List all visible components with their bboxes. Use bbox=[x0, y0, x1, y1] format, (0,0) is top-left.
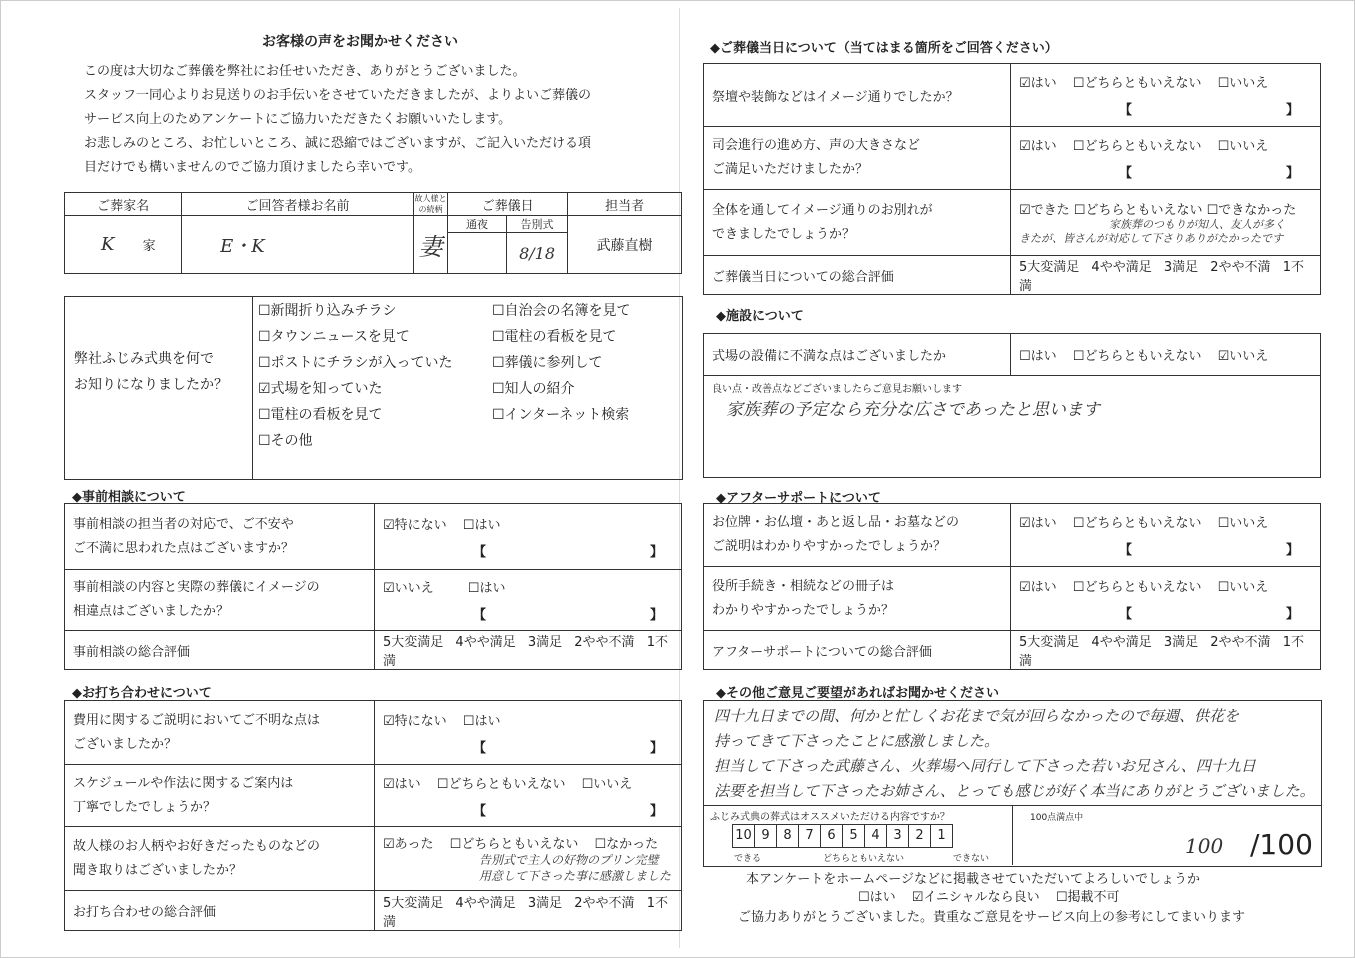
option[interactable]: ☑できた bbox=[1019, 203, 1070, 218]
relation-value: 妻 bbox=[418, 233, 443, 261]
other-comment bbox=[714, 704, 1314, 804]
option[interactable]: ☐なかった bbox=[594, 837, 659, 852]
family-suffix: 家 bbox=[142, 239, 156, 254]
bracket-open: 【 bbox=[1119, 166, 1133, 181]
q-line: わかりやすかったでしょうか？ bbox=[712, 602, 895, 618]
family-value: K bbox=[101, 234, 115, 255]
bracket-close: 】 bbox=[649, 803, 663, 819]
option[interactable]: ☐どちらともいえない bbox=[436, 776, 566, 792]
option[interactable]: ☑特にない bbox=[383, 517, 447, 533]
q-line: ご満足いただけましたか？ bbox=[712, 162, 869, 177]
scale-9[interactable]: 9 bbox=[754, 824, 777, 848]
after-a1 bbox=[1011, 504, 1321, 567]
pre-a1 bbox=[375, 504, 682, 570]
after-table bbox=[703, 503, 1321, 670]
meeting-q4: お打ち合わせの総合評価 bbox=[65, 891, 375, 931]
name-value: E・K bbox=[220, 235, 265, 257]
family-cell bbox=[65, 216, 182, 274]
comment-line: 持ってきて下さったことに感激しました。 bbox=[714, 732, 1000, 750]
after-q2 bbox=[704, 567, 1011, 631]
option[interactable]: ☐どちらともいえない bbox=[449, 837, 579, 852]
facility-comment: 家族葬の予定なら充分な広さであったと思います bbox=[726, 400, 1100, 420]
bracket-close: 】 bbox=[649, 544, 663, 560]
option[interactable]: ☐どちらともいえない bbox=[1072, 139, 1202, 154]
option[interactable]: ☑イニシャルなら良い bbox=[911, 890, 1040, 905]
bracket-open: 【 bbox=[1119, 543, 1133, 558]
how-known-divider bbox=[252, 296, 253, 480]
q-line: 故人様のお人柄やお好きだったものなどの bbox=[73, 838, 321, 854]
option[interactable]: ☑あった bbox=[383, 837, 434, 852]
bracket bbox=[473, 800, 663, 819]
recommend-scale bbox=[732, 824, 952, 848]
rating-4[interactable]: 4やや満足 bbox=[455, 635, 516, 650]
checkbox-internet[interactable]: ☐インターネット検索 bbox=[492, 407, 630, 423]
scale-3[interactable]: 3 bbox=[886, 824, 909, 848]
q-line: 丁寧でしたでしょうか？ bbox=[73, 799, 217, 815]
bracket-close: 】 bbox=[1285, 166, 1299, 181]
option[interactable]: ☑特にない bbox=[383, 713, 447, 729]
day-q4: ご葬儀当日についての総合評価 bbox=[704, 256, 1011, 295]
pre-rating bbox=[375, 631, 682, 670]
bracket bbox=[1119, 539, 1299, 558]
checkbox-association[interactable]: ☐自治会の名簿を見て bbox=[492, 303, 631, 319]
day-a2 bbox=[1011, 127, 1321, 190]
option[interactable]: ☑はい bbox=[1019, 139, 1057, 154]
checkbox-town-news[interactable]: ☐タウンニュースを見て bbox=[258, 329, 410, 345]
rating-4[interactable]: 4やや満足 bbox=[455, 895, 516, 911]
scale-1[interactable]: 1 bbox=[930, 824, 953, 848]
bracket-open: 【 bbox=[473, 803, 487, 819]
header-staff: 担当者 bbox=[568, 193, 682, 216]
section-facility: ◆施設について bbox=[716, 309, 804, 324]
bracket-close: 】 bbox=[1285, 543, 1299, 558]
rating-2[interactable]: 2やや不満 bbox=[1210, 260, 1271, 275]
pre-table bbox=[64, 503, 682, 670]
scale-10[interactable]: 10 bbox=[732, 824, 755, 848]
meeting-rating bbox=[375, 891, 682, 931]
day-a3 bbox=[1011, 190, 1321, 256]
bracket-open: 【 bbox=[473, 740, 487, 756]
option[interactable]: ☐はい bbox=[1019, 349, 1057, 364]
scale-4[interactable]: 4 bbox=[864, 824, 887, 848]
q-line: ご説明はわかりやすかったでしょうか？ bbox=[712, 539, 947, 554]
facility-a1 bbox=[1011, 334, 1321, 376]
option[interactable]: ☑はい bbox=[1019, 76, 1057, 91]
rating-5[interactable]: 5大変満足 bbox=[383, 895, 444, 911]
intro-line: 目だけでも構いませんのでご協力頂けましたら幸いです。 bbox=[84, 160, 421, 175]
bracket-open: 【 bbox=[1119, 606, 1133, 622]
section-meeting: ◆お打ち合わせについて bbox=[72, 686, 212, 701]
rating-3[interactable]: 3満足 bbox=[527, 895, 563, 911]
q-line: 司会進行の進め方、声の大きさなど bbox=[712, 138, 921, 153]
header-tsuya: 通夜 bbox=[448, 216, 507, 233]
option[interactable]: ☑はい bbox=[1019, 516, 1057, 531]
scale-5[interactable]: 5 bbox=[842, 824, 865, 848]
option[interactable]: ☑いいえ bbox=[1217, 349, 1269, 364]
relation-cell bbox=[413, 216, 447, 274]
info-table bbox=[64, 192, 682, 274]
rating-1[interactable]: 1不満 bbox=[383, 635, 668, 669]
after-q3: アフターサポートについての総合評価 bbox=[704, 631, 1011, 670]
pre-q3: 事前相談の総合評価 bbox=[65, 631, 375, 670]
score-max: /100 bbox=[1250, 828, 1313, 861]
meeting-a1 bbox=[375, 701, 682, 765]
rating-5[interactable]: 5大変満足 bbox=[1019, 260, 1080, 275]
meeting-q3 bbox=[65, 827, 375, 891]
tsuya-value bbox=[448, 233, 507, 274]
score-divider bbox=[1012, 805, 1013, 865]
scale-8[interactable]: 8 bbox=[776, 824, 799, 848]
kokubetsu-value: 8/18 bbox=[506, 233, 567, 274]
bracket-open: 【 bbox=[473, 608, 487, 623]
publish-options bbox=[858, 886, 1131, 905]
facility-comment-cell bbox=[704, 376, 1321, 478]
checkbox-other[interactable]: ☐その他 bbox=[258, 433, 313, 449]
after-rating bbox=[1011, 631, 1321, 670]
rating-4[interactable]: 4やや満足 bbox=[1091, 635, 1152, 650]
option[interactable]: ☐いいえ bbox=[581, 776, 633, 792]
bracket-close: 】 bbox=[649, 740, 663, 756]
option[interactable]: ☐はい bbox=[462, 517, 501, 533]
scale-high: できない bbox=[953, 854, 990, 864]
option[interactable]: ☐どちらともいえない bbox=[1072, 76, 1202, 91]
checkbox-referral[interactable]: ☐知人の紹介 bbox=[492, 381, 575, 397]
bracket-close: 】 bbox=[1285, 103, 1299, 118]
scale-mid: どちらともいえない bbox=[823, 854, 905, 864]
header-kokubetsu: 告別式 bbox=[506, 216, 567, 233]
comment-line: 用意して下さった事に感激しました bbox=[479, 869, 672, 883]
rating-3[interactable]: 3満足 bbox=[1163, 260, 1199, 275]
q-line: スケジュールや作法に関するご案内は bbox=[73, 775, 294, 791]
section-after: ◆アフターサポートについて bbox=[716, 491, 881, 506]
checkbox-pole-sign[interactable]: ☐電柱の看板を見て bbox=[258, 407, 383, 423]
rating-5[interactable]: 5大変満足 bbox=[1019, 635, 1080, 650]
how-known-question-line: お知りになりましたか？ bbox=[74, 377, 228, 393]
staff-value: 武藤直樹 bbox=[568, 216, 682, 274]
option[interactable]: ☐はい bbox=[858, 890, 896, 905]
bracket bbox=[473, 604, 663, 623]
q-line: お位牌・お仏壇・あと返し品・お墓などの bbox=[712, 515, 960, 530]
survey-title: お客様の声をお聞かせください bbox=[262, 34, 458, 50]
scale-low: できる bbox=[734, 854, 762, 864]
bracket-close: 】 bbox=[1285, 606, 1299, 622]
day-q1: 祭壇や装飾などはイメージ通りでしたか？ bbox=[704, 64, 1011, 127]
intro-line: サービス向上のためアンケートにご協力いただきたくお願いいたします。 bbox=[84, 112, 512, 127]
checkbox-attended[interactable]: ☐葬儀に参列して bbox=[492, 355, 603, 371]
score-value: 100 bbox=[1185, 834, 1224, 858]
option[interactable]: ☐どちらともいえない bbox=[1072, 579, 1202, 595]
bracket bbox=[1119, 162, 1299, 181]
q-line: 役所手続き・相続などの冊子は bbox=[712, 578, 895, 594]
header-relation: 故人様との続柄 bbox=[414, 194, 447, 214]
q-line: ご不満に思われた点はございますか？ bbox=[73, 540, 295, 556]
rating-5[interactable]: 5大変満足 bbox=[383, 635, 444, 650]
bracket bbox=[1119, 99, 1299, 118]
bracket-close: 】 bbox=[649, 608, 663, 623]
thanks-text: ご協力ありがとうございました。貴重なご意見をサービス向上の参考にしてまいります bbox=[738, 910, 1246, 925]
day-table bbox=[703, 63, 1321, 295]
header-date: ご葬儀日 bbox=[448, 193, 568, 216]
q-line: 事前相談の内容と実際の葬儀にイメージの bbox=[73, 580, 320, 595]
scale-6[interactable]: 6 bbox=[820, 824, 843, 848]
section-pre: ◆事前相談について bbox=[72, 490, 186, 505]
day-q3 bbox=[704, 190, 1011, 256]
after-a2 bbox=[1011, 567, 1321, 631]
intro-text bbox=[84, 60, 664, 180]
bracket-open: 【 bbox=[1119, 103, 1133, 118]
day-q3-comment bbox=[1019, 218, 1312, 246]
pre-q2 bbox=[65, 570, 375, 631]
how-known-question bbox=[74, 346, 228, 398]
bracket bbox=[473, 737, 663, 756]
q-line: できましたでしょうか？ bbox=[712, 226, 856, 242]
checkbox-pole-sign-2[interactable]: ☐電柱の看板を見て bbox=[492, 329, 617, 345]
bracket bbox=[473, 541, 663, 560]
option[interactable]: ☐どちらともいえない bbox=[1072, 349, 1202, 364]
header-family: ご葬家名 bbox=[65, 193, 182, 216]
rating-2[interactable]: 2やや不満 bbox=[574, 895, 635, 911]
comment-line: 法要を担当して下さったお姉さん、とっても感じが好く本当にありがとうございました。 bbox=[714, 782, 1315, 800]
pre-q1 bbox=[65, 504, 375, 570]
how-known-col1 bbox=[258, 298, 453, 454]
checkbox-newspaper[interactable]: ☐新聞折り込みチラシ bbox=[258, 303, 397, 319]
checkbox-flyer[interactable]: ☐ポストにチラシが入っていた bbox=[258, 355, 453, 371]
comment-line: 告別式で主人の好物のプリン完璧 bbox=[479, 853, 659, 867]
q-line: 聞き取りはございましたか？ bbox=[73, 862, 243, 878]
rating-3[interactable]: 3満足 bbox=[527, 635, 563, 650]
intro-line: お悲しみのところ、お忙しいところ、誠に恐縮ではございますが、ご記入いただける項 bbox=[84, 136, 592, 151]
option[interactable]: ☑いいえ bbox=[383, 581, 434, 596]
meeting-table bbox=[64, 700, 682, 931]
option[interactable]: ☐どちらともいえない bbox=[1073, 203, 1203, 218]
option[interactable]: ☑はい bbox=[383, 776, 421, 792]
bracket-open: 【 bbox=[473, 544, 487, 560]
scale-7[interactable]: 7 bbox=[798, 824, 821, 848]
meeting-q2 bbox=[65, 765, 375, 827]
meeting-q1 bbox=[65, 701, 375, 765]
rating-2[interactable]: 2やや不満 bbox=[574, 635, 635, 650]
option[interactable]: ☐いいえ bbox=[1217, 579, 1269, 595]
option[interactable]: ☐いいえ bbox=[1217, 516, 1269, 531]
facility-note: 良い点・改善点などございましたらご意見お願いします bbox=[712, 384, 962, 395]
meeting-a2 bbox=[375, 765, 682, 827]
q-line: ございましたか？ bbox=[73, 736, 178, 752]
q-line: 費用に関するご説明においてご不明な点は bbox=[73, 712, 321, 728]
publish-question: 本アンケートをホームページなどに掲載させていただいてよろしいでしょうか bbox=[746, 872, 1200, 887]
q-line: 全体を通してイメージ通りのお別れが bbox=[712, 202, 933, 218]
comment-line: 担当して下さった武藤さん、火葬場へ同行して下さった若いお兄さん、四十九日 bbox=[714, 757, 1256, 775]
section-other: ◆その他ご意見ご要望があればお聞かせください bbox=[716, 686, 999, 701]
rating-1[interactable]: 1不満 bbox=[383, 895, 668, 930]
option[interactable]: ☐できなかった bbox=[1206, 203, 1297, 218]
meeting-a3 bbox=[375, 827, 682, 891]
section-day: ◆ご葬儀当日について（当てはまる箇所をご回答ください） bbox=[710, 41, 1058, 56]
intro-line: スタッフ一同心よりお見送りのお手伝いをさせていただきましたが、よりよいご葬儀の bbox=[84, 88, 592, 103]
scale-2[interactable]: 2 bbox=[908, 824, 931, 848]
checkbox-venue[interactable]: ☑式場を知っていた bbox=[258, 381, 383, 397]
facility-table bbox=[703, 333, 1321, 478]
option[interactable]: ☐はい bbox=[467, 581, 506, 596]
score-label: 100点満点中 bbox=[1030, 813, 1084, 823]
rating-2[interactable]: 2やや不満 bbox=[1210, 635, 1271, 650]
option[interactable]: ☐はい bbox=[462, 713, 501, 729]
facility-q1: 式場の設備に不満な点はございましたか bbox=[704, 334, 1011, 376]
option[interactable]: ☐いいえ bbox=[1217, 76, 1269, 91]
rating-1[interactable]: 1不満 bbox=[1019, 260, 1304, 294]
comment-line: 四十九日までの間、何かと忙しくお花まで気が回らなかったので毎週、供花を bbox=[714, 707, 1240, 725]
comment-line: きたが、皆さんが対応して下さりありがたかったです bbox=[1019, 232, 1283, 245]
rating-3[interactable]: 3満足 bbox=[1163, 635, 1199, 650]
option[interactable]: ☐どちらともいえない bbox=[1072, 516, 1202, 531]
after-q1 bbox=[704, 504, 1011, 567]
comment-line: 家族葬のつもりが知人、友人が多く bbox=[1109, 218, 1285, 231]
day-q2 bbox=[704, 127, 1011, 190]
q-line: 事前相談の担当者の対応で、ご不安や bbox=[73, 516, 294, 532]
day-rating bbox=[1011, 256, 1321, 295]
recommend-label: ふじみ式典の葬式はオススメいただける内容ですか？ bbox=[710, 812, 950, 823]
option[interactable]: ☐掲載不可 bbox=[1055, 890, 1120, 905]
rating-1[interactable]: 1不満 bbox=[1019, 635, 1304, 669]
intro-line: この度は大切なご葬儀を弊社にお任せいただき、ありがとうございました。 bbox=[84, 64, 526, 79]
name-cell bbox=[182, 216, 414, 274]
header-name: ご回答者様お名前 bbox=[182, 193, 414, 216]
meeting-q3-comment bbox=[479, 852, 673, 884]
pre-a2 bbox=[375, 570, 682, 631]
how-known-col2 bbox=[492, 298, 631, 428]
option[interactable]: ☑はい bbox=[1019, 579, 1057, 595]
q-line: 相違点はございましたか？ bbox=[73, 604, 230, 619]
option[interactable]: ☐いいえ bbox=[1217, 139, 1269, 154]
rating-4[interactable]: 4やや満足 bbox=[1091, 260, 1152, 275]
bracket bbox=[1119, 603, 1299, 622]
how-known-question-line: 弊社ふじみ式典を何で bbox=[74, 351, 214, 367]
day-a1 bbox=[1011, 64, 1321, 127]
